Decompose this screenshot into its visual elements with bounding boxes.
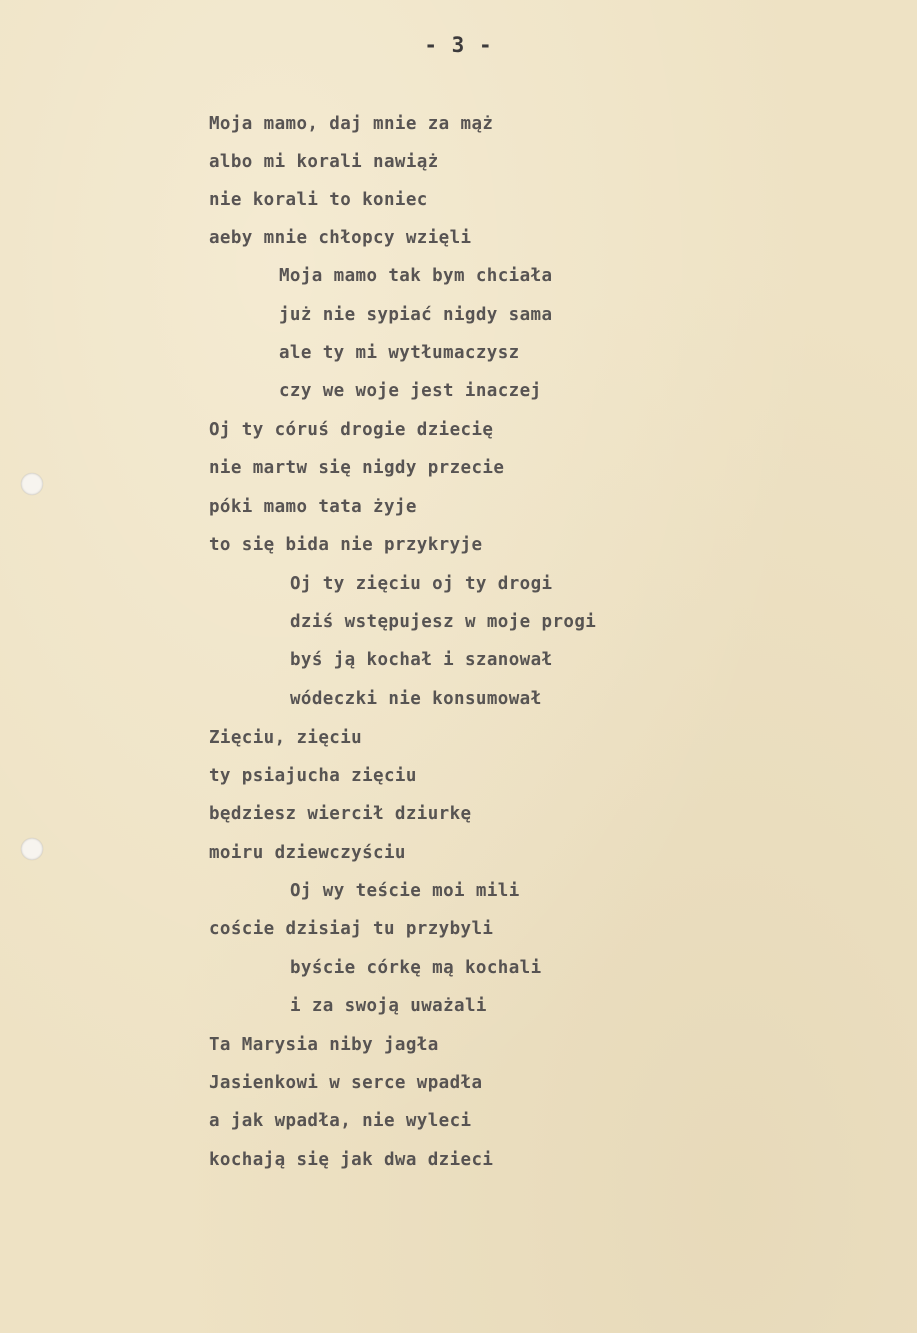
poem-line: moiru dziewczyściu (209, 843, 406, 863)
poem-line: nie martw się nigdy przecie (209, 458, 505, 478)
poem-line: i za swoją uważali (290, 996, 487, 1016)
poem-line: Oj wy teście moi mili (290, 881, 520, 901)
punch-hole-top (21, 473, 43, 495)
poem-line: kochają się jak dwa dzieci (209, 1150, 494, 1170)
poem-line: Jasienkowi w serce wpadła (209, 1073, 483, 1093)
poem-line: Moja mamo tak bym chciała (279, 266, 553, 286)
poem-line: coście dzisiaj tu przybyli (209, 919, 494, 939)
poem-line: byście córkę mą kochali (290, 958, 542, 978)
poem-line: będziesz wiercił dziurkę (209, 804, 472, 824)
poem-line: a jak wpadła, nie wyleci (209, 1111, 472, 1131)
poem-line: już nie sypiać nigdy sama (279, 305, 553, 325)
poem-line: czy we woje jest inaczej (279, 381, 542, 401)
poem-line: póki mamo tata żyje (209, 497, 417, 517)
poem-line: Oj ty zięciu oj ty drogi (290, 574, 553, 594)
poem-line: wódeczki nie konsumował (290, 689, 542, 709)
poem-line: Moja mamo, daj mnie za mąż (209, 114, 494, 134)
poem-line: albo mi korali nawiąż (209, 152, 439, 172)
poem-line: ty psiajucha zięciu (209, 766, 417, 786)
poem-line: nie korali to koniec (209, 190, 428, 210)
page-number: - 3 - (424, 33, 493, 57)
poem-line: Oj ty córuś drogie dziecię (209, 420, 494, 440)
poem-line: to się bida nie przykryje (209, 535, 483, 555)
poem-line: Zięciu, zięciu (209, 728, 363, 748)
poem-line: aeby mnie chłopcy wzięli (209, 228, 472, 248)
poem-line: Ta Marysia niby jagła (209, 1035, 439, 1055)
poem-line: byś ją kochał i szanował (290, 650, 553, 670)
poem-line: dziś wstępujesz w moje progi (290, 612, 597, 632)
punch-hole-bottom (21, 838, 43, 860)
poem-line: ale ty mi wytłumaczysz (279, 343, 520, 363)
